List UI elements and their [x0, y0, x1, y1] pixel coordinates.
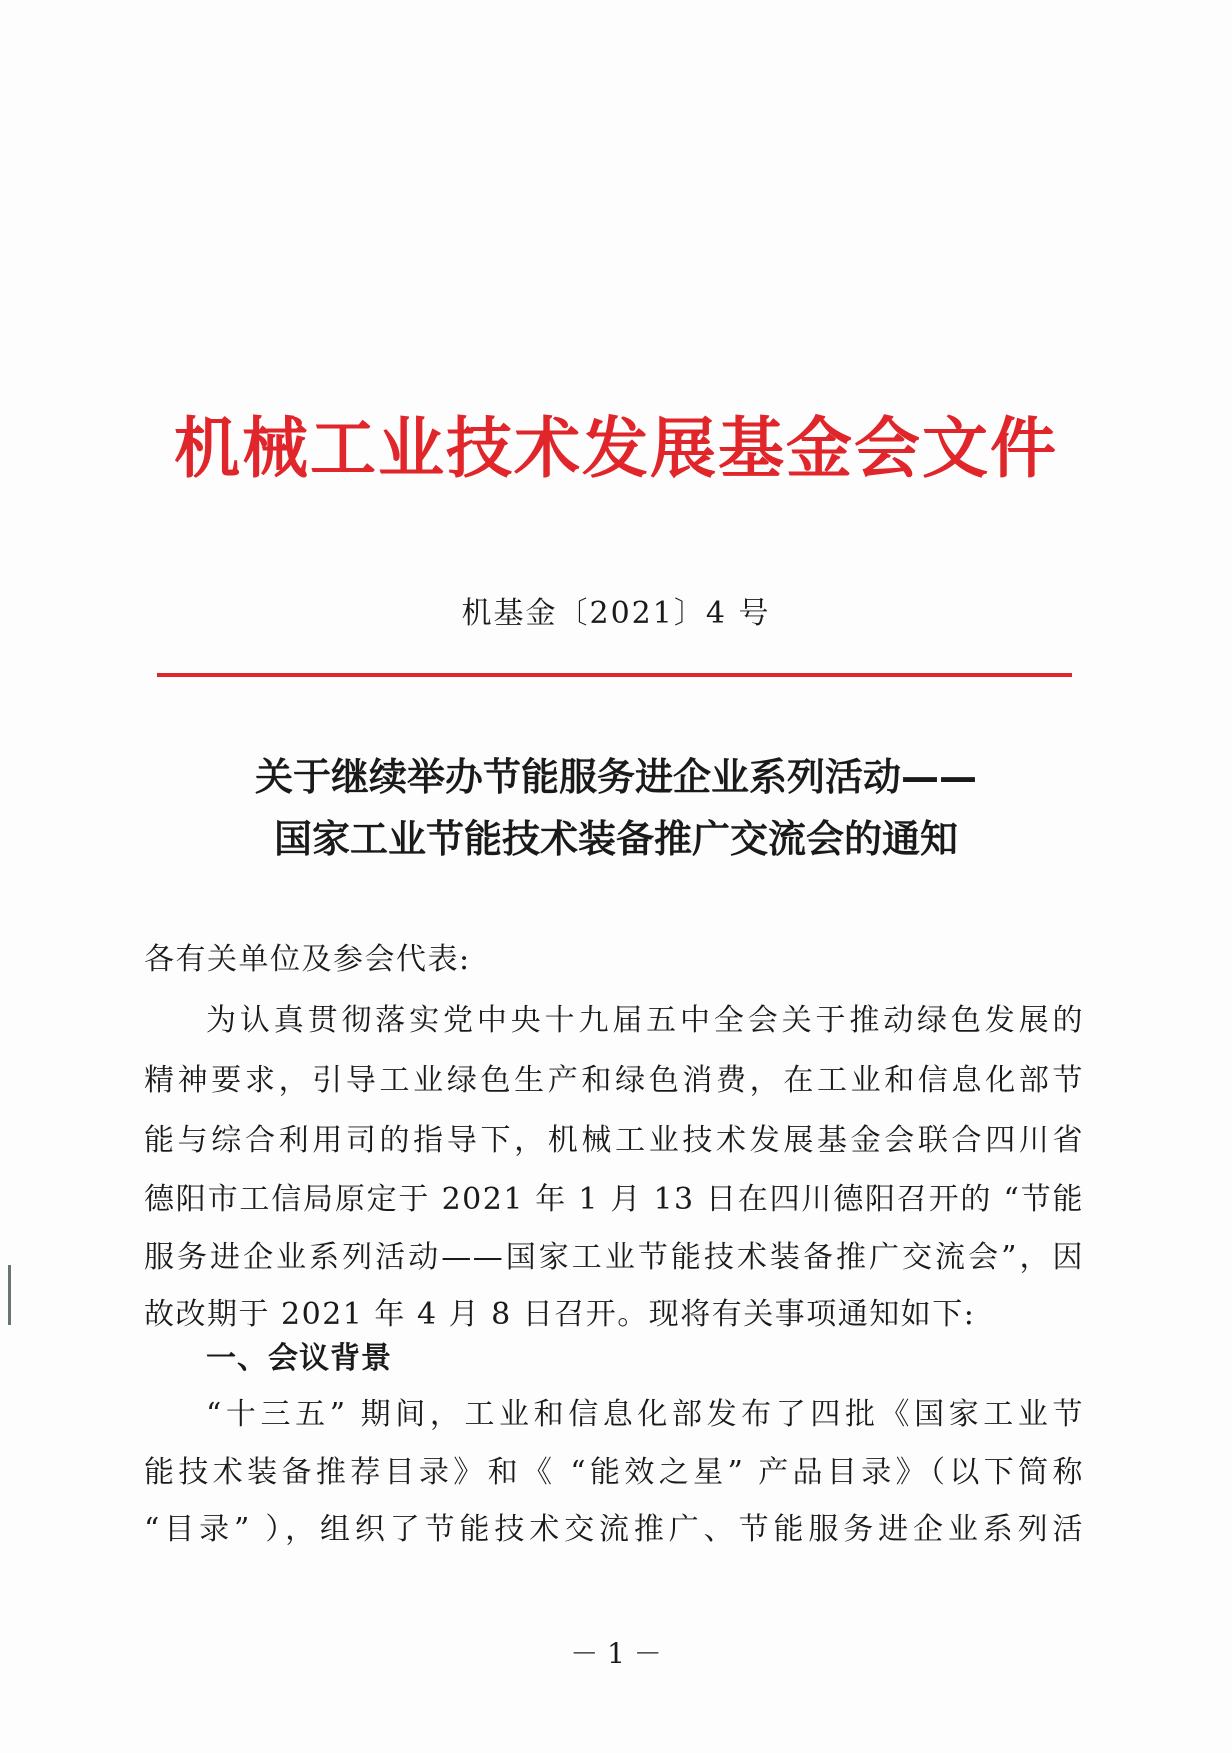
- paragraph1-line-5: 服务进企业系列活动——国家工业节能技术装备推广交流会”，因: [144, 1240, 1084, 1275]
- salutation: 各有关单位及参会代表:: [144, 942, 471, 977]
- notice-title-line-1: 关于继续举办节能服务进企业系列活动——: [254, 755, 977, 799]
- paragraph1-line-3: 能与综合利用司的指导下，机械工业技术发展基金会联合四川省: [144, 1123, 1084, 1158]
- issuer-header: 机械工业技术发展基金会文件: [174, 409, 1058, 487]
- page-number: － 1 －: [570, 1637, 662, 1670]
- red-divider-line: [157, 673, 1072, 677]
- section-heading-1: 一、会议背景: [206, 1341, 392, 1376]
- paragraph1-line-1: 为认真贯彻落实党中央十九届五中全会关于推动绿色发展的: [206, 1003, 1084, 1038]
- paragraph1-line-2: 精神要求，引导工业绿色生产和绿色消费，在工业和信息化部节: [144, 1063, 1084, 1098]
- scan-edge-mark: [8, 1265, 11, 1325]
- document-number: 机基金〔2021〕4 号: [461, 596, 771, 631]
- paragraph2-line-3: “目录” ），组织了节能技术交流推广、节能服务进企业系列活: [144, 1512, 1084, 1547]
- paragraph1-line-6: 故改期于 2021 年 4 月 8 日召开。现将有关事项通知如下:: [144, 1297, 976, 1332]
- paragraph2-line-1: “十三五” 期间，工业和信息化部发布了四批《国家工业节: [206, 1397, 1084, 1432]
- notice-title-line-2: 国家工业节能技术装备推广交流会的通知: [273, 817, 958, 861]
- paragraph1-line-4: 德阳市工信局原定于 2021 年 1 月 13 日在四川德阳召开的 “节能: [144, 1182, 1084, 1217]
- paragraph2-line-2: 能技术装备推荐目录》和《 “能效之星” 产品目录》（以下简称: [144, 1455, 1084, 1490]
